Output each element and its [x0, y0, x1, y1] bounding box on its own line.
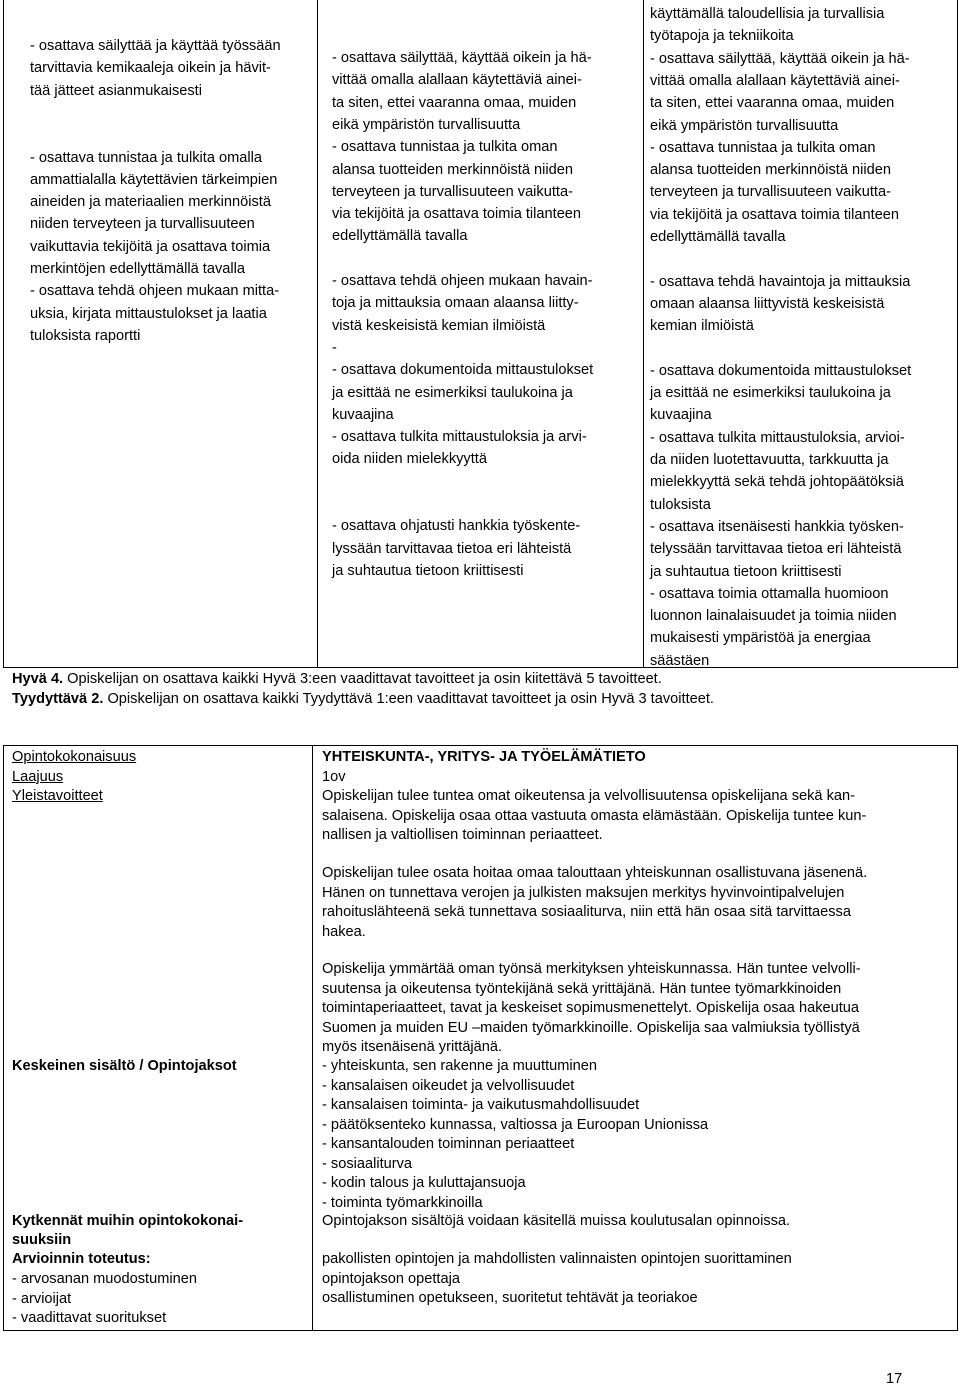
criteria-line: - osattava tehdä ohjeen mukaan havain-: [332, 273, 593, 289]
arviointi-item: - vaadittavat suoritukset: [12, 1310, 167, 1326]
label-arvioinnin-toteutus: Arvioinnin toteutus:: [12, 1251, 151, 1267]
arviointi-value: osallistuminen opetukseen, suoritetut tehtävät ja teoriakoe: [322, 1290, 698, 1306]
arviointi-value: opintojakson opettaja: [322, 1270, 460, 1287]
arviointi-item: - arvioijat: [12, 1290, 72, 1307]
yleistavoitteet-line: Hänen on tunnettava verojen ja julkisten maksujen merkitys hyvinvointipalvelujen: [322, 884, 845, 901]
criteria-line: ja suhtautua tietoon kriittisesti: [650, 563, 842, 580]
criteria-column-1: [4, 0, 318, 667]
criteria-line: tuloksista: [650, 496, 711, 513]
criteria-line: tää jätteet asianmukaisesti: [30, 82, 202, 99]
grade-note-label: Hyvä 4.: [12, 671, 64, 687]
criteria-line: ja esittää ne esimerkiksi taulukoina ja: [650, 385, 891, 402]
criteria-line: työtapoja ja tekniikoita: [650, 28, 794, 45]
column-divider: [312, 746, 313, 1330]
criteria-line: - osattava tulkita mittaustuloksia ja arvi-: [332, 429, 587, 446]
criteria-line: via tekijöitä ja osattava toimia tilanteen: [332, 206, 582, 223]
label-kytkennat: Kytkennät muihin opintokokonai-: [12, 1213, 244, 1229]
criteria-line: - osattava tehdä ohjeen mukaan mitta-: [30, 283, 280, 300]
sisalto-item: - päätöksenteko kunnassa, valtiossa ja Euroopan Unionissa: [322, 1116, 709, 1133]
label-keskeinen-sisalto: Keskeinen sisältö / Opintojaksot: [12, 1058, 237, 1074]
criteria-line: ja esittää ne esimerkiksi taulukoina ja: [332, 384, 573, 401]
sisalto-item: - kansantalouden toiminnan periaatteet: [322, 1136, 575, 1152]
criteria-line: oida niiden mielekkyyttä: [332, 451, 487, 468]
criteria-line: - osattava tunnistaa ja tulkita oman: [332, 139, 558, 156]
criteria-line: omaan alaansa liittyvistä keskeisistä: [650, 295, 885, 312]
criteria-line: edellyttämällä tavalla: [332, 228, 468, 245]
criteria-line: - osattava tunnistaa ja tulkita omalla: [30, 149, 263, 166]
arviointi-item: - arvosanan muodostuminen: [12, 1271, 197, 1287]
criteria-line: -: [332, 339, 337, 356]
criteria-line: terveyteen ja turvallisuuteen vaikutta-: [650, 184, 891, 201]
grade-note-text: Opiskelijan on osattava kaikki Tyydyttävä 1:een vaadittavat tavoitteet ja osin Hyvä 3 tavoitteet.: [103, 691, 714, 707]
criteria-line: ja suhtautua tietoon kriittisesti: [332, 562, 524, 579]
yleistavoitteet-line: myös itsenäisenä yrittäjänä.: [322, 1039, 503, 1055]
criteria-line: alansa tuotteiden merkinnöistä niiden: [332, 161, 573, 178]
criteria-line: - osattava säilyttää, käyttää oikein ja hä-: [332, 50, 592, 66]
yleistavoitteet-line: Opiskelija ymmärtää oman työnsä merkityksen yhteiskunnassa. Hän tuntee velvolli-: [322, 961, 861, 977]
grade-note-text: Opiskelijan on osattava kaikki Hyvä 3:een vaadittavat tavoitteet ja osin kiitettävä 5 tavoitteet.: [63, 671, 662, 687]
criteria-line: vaikuttavia tekijöitä ja osattava toimia: [30, 238, 271, 255]
criteria-line: - osattava dokumentoida mittaustulokset: [332, 362, 594, 379]
criteria-line: eikä ympäristön turvallisuutta: [332, 116, 521, 133]
criteria-line: vittää omalla alallaan käytettäviä ainei-: [650, 72, 900, 89]
label-opintokokonaisuus: Opintokokonaisuus: [12, 749, 137, 765]
criteria-line: - osattava tulkita mittaustuloksia, arvioi-: [650, 429, 905, 446]
criteria-line: vittää omalla alallaan käytettäviä ainei-: [332, 72, 582, 89]
criteria-line: aineiden ja materiaalien merkinnöistä: [30, 194, 271, 211]
criteria-line: merkintöjen edellyttämällä tavalla: [30, 261, 245, 277]
criteria-line: käyttämällä taloudellisia ja turvallisia: [650, 6, 885, 22]
sisalto-item: - kansalaisen toiminta- ja vaikutusmahdollisuudet: [322, 1097, 640, 1113]
criteria-line: mukaisesti ympäristöä ja energiaa: [650, 630, 871, 647]
criteria-line: edellyttämällä tavalla: [650, 229, 786, 245]
yleistavoitteet-line: Opiskelijan tulee osata hoitaa omaa talouttaan yhteiskunnan osallistuvana jäsenenä.: [322, 865, 868, 881]
criteria-line: - osattava säilyttää ja käyttää työssään: [30, 38, 281, 54]
grade-note-label: Tyydyttävä 2.: [12, 691, 104, 707]
criteria-line: telyssään tarvittavaa tietoa eri lähteistä: [650, 541, 902, 558]
kytkennat-value: Opintojakson sisältöjä voidaan käsitellä muissa koulutusalan opinnoissa.: [322, 1213, 791, 1229]
yleistavoitteet-line: nallisen ja valtiollisen toiminnan periaatteet.: [322, 827, 603, 843]
criteria-line: terveyteen ja turvallisuuteen vaikutta-: [332, 183, 573, 200]
criteria-line: luonnon lainalaisuudet ja toimia niiden: [650, 608, 897, 625]
yleistavoitteet-line: Suomen ja muiden EU –maiden työmarkkinoille. Opiskelija saa valmiuksia työllistyä: [322, 1019, 860, 1036]
yleistavoitteet-line: suutensa ja oikeutensa työntekijänä sekä yrittäjänä. Hän tuntee työmarkkinoiden: [322, 980, 842, 997]
module-title: YHTEISKUNTA-, YRITYS- JA TYÖELÄMÄTIETO: [322, 749, 646, 765]
criteria-line: ammattialalla käytettävien tärkeimpien: [30, 171, 278, 188]
criteria-line: alansa tuotteiden merkinnöistä niiden: [650, 162, 891, 179]
sisalto-item: - yhteiskunta, sen rakenne ja muuttuminen: [322, 1058, 598, 1074]
yleistavoitteet-line: Opiskelijan tulee tuntea omat oikeutensa ja velvollisuutensa opiskelijana sekä kan-: [322, 788, 855, 804]
criteria-column-2: [318, 0, 644, 667]
criteria-line: vistä keskeisistä kemian ilmiöistä: [332, 317, 546, 334]
criteria-line: - osattava ohjatusti hankkia työskente-: [332, 518, 581, 535]
laajuus-value: 1ov: [322, 769, 346, 785]
criteria-line: - osattava toimia ottamalla huomioon: [650, 585, 889, 602]
sisalto-item: - kodin talous ja kuluttajansuoja: [322, 1175, 526, 1191]
yleistavoitteet-line: rahoituslähteenä sekä tunnettava sosiaaliturva, niin että hän osaa sitä tarvittaessa: [322, 904, 851, 920]
criteria-line: kuvaajina: [332, 406, 394, 423]
yleistavoitteet-line: hakea.: [322, 923, 366, 940]
criteria-line: - osattava säilyttää, käyttää oikein ja hä-: [650, 50, 910, 67]
grade-note-hyva-4: [12, 669, 662, 689]
sisalto-item: - kansalaisen oikeudet ja velvollisuudet: [322, 1077, 575, 1094]
criteria-line: säästäen: [650, 652, 710, 669]
criteria-line: via tekijöitä ja osattava toimia tilanteen: [650, 206, 900, 223]
sisalto-item: - sosiaaliturva: [322, 1155, 413, 1172]
criteria-line: tarvittavia kemikaaleja oikein ja hävit-: [30, 60, 271, 77]
criteria-line: eikä ympäristön turvallisuutta: [650, 117, 839, 134]
criteria-line: - osattava tunnistaa ja tulkita oman: [650, 139, 876, 156]
criteria-line: - osattava dokumentoida mittaustulokset: [650, 362, 912, 379]
label-laajuus: Laajuus: [12, 769, 64, 785]
criteria-column-3: [644, 0, 957, 667]
criteria-line: kuvaajina: [650, 407, 712, 424]
yleistavoitteet-line: toimintaperiaatteet, tavat ja keskeiset sopimusmenettelyt. Opiskelija osaa hakeutua: [322, 1000, 860, 1016]
arviointi-value: pakollisten opintojen ja mahdollisten valinnaisten opintojen suorittaminen: [322, 1251, 792, 1267]
criteria-line: ta siten, ettei vaaranna omaa, muiden: [650, 95, 895, 112]
label-kytkennat-cont: suuksiin: [12, 1232, 72, 1248]
criteria-line: kemian ilmiöistä: [650, 318, 754, 335]
criteria-line: da niiden luotettavuutta, tarkkuutta ja: [650, 452, 889, 468]
page-number: 17: [886, 1371, 903, 1387]
criteria-line: mielekkyyttä sekä tehdä johtopäätöksiä: [650, 474, 904, 491]
label-yleistavoitteet: Yleistavoitteet: [12, 788, 103, 804]
criteria-line: - osattava tehdä havaintoja ja mittauksia: [650, 273, 911, 290]
criteria-line: niiden terveyteen ja turvallisuuteen: [30, 216, 255, 233]
module-table: [3, 745, 958, 1331]
criteria-line: tuloksista raportti: [30, 327, 141, 344]
criteria-line: lyssään tarvittavaa tietoa eri lähteistä: [332, 540, 572, 557]
criteria-table: [3, 0, 958, 668]
criteria-line: ta siten, ettei vaaranna omaa, muiden: [332, 94, 577, 111]
grade-note-tyydyttava-2: [12, 689, 714, 709]
criteria-line: - osattava itsenäisesti hankkia työsken-: [650, 518, 904, 535]
sisalto-item: - toiminta työmarkkinoilla: [322, 1194, 483, 1211]
criteria-line: uksia, kirjata mittaustulokset ja laatia: [30, 305, 267, 322]
criteria-line: toja ja mittauksia omaan alaansa liitty-: [332, 295, 579, 312]
yleistavoitteet-line: salaisena. Opiskelija osaa ottaa vastuuta omasta elämästään. Opiskelija tuntee kun-: [322, 807, 867, 824]
